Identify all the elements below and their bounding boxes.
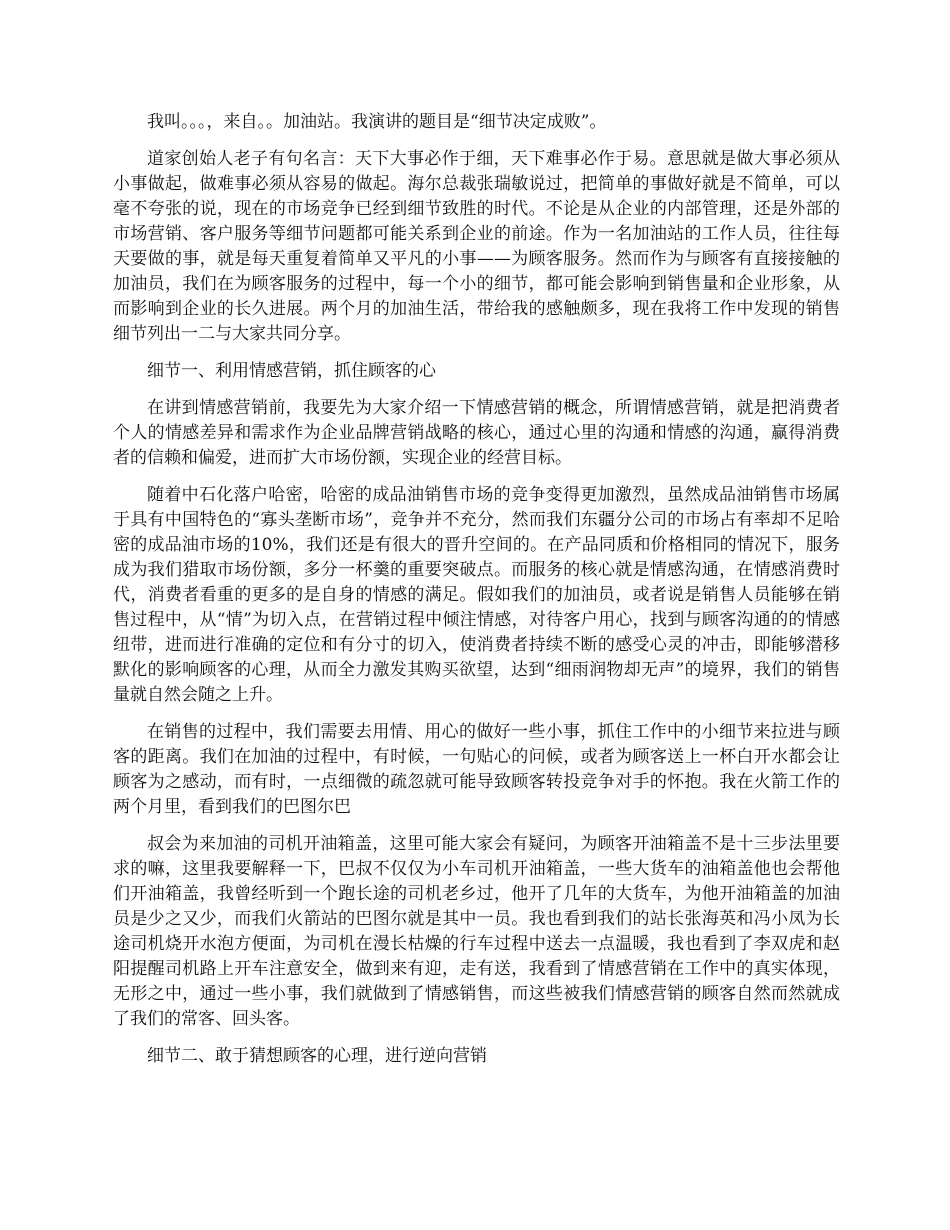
section-heading-detail-two: 细节二、敢于猜想顾客的心理，进行逆向营销 — [147, 1046, 487, 1066]
emotional-marketing-definition-paragraph: 在讲到情感营销前，我要先为大家介绍一下情感营销的概念，所谓情感营销，就是把消费者个人的情感差异和需求作为企业品牌营销战略的核心，通过心里的沟通和情感的沟通，赢得消费者的信赖和偏爱，进而扩大市场份额，实现企业的经营目标。 — [113, 398, 840, 468]
market-competition-paragraph: 随着中石化落户哈密，哈密的成品油销售市场的竞争变得更加激烈，虽然成品油销售市场属于具有中国特色的“寡头垄断市场”，竞争并不充分，然而我们东疆分公司的市场占有率却不足哈密的成品油市场的10%，我们还是有很大的晋升空间的。在产品同质和价格相同的情况下，服务成为我们猎取市场份额，多分一杯羹的重要突破点。而服务的核心就是情感沟通，在情感消费时代，消费者看重的更多的是自身的情感的满足。假如我们的加油员，或者说是销售人员能够在销售过程中，从“情”为切入点，在营销过程中倾注情感，对待客户用心，找到与顾客沟通的的情感纽带，进而进行准确的定位和有分寸的切入，使消费者持续不断的感受心灵的冲击，即能够潜移默化的影响顾客的心理，从而全力激发其购买欲望，达到“细雨润物却无声”的境界，我们的销售量就自然会随之上升。 — [113, 485, 840, 705]
small-things-paragraph: 在销售的过程中，我们需要去用情、用心的做好一些小事，抓住工作中的小细节来拉进与顾客的距离。我们在加油的过程中，有时候，一句贴心的问候，或者为顾客送上一杯白开水都会让顾客为之感动，而有时，一点细微的疏忽就可能导致顾客转投竞争对手的怀抱。我在火箭工作的两个月里，看到我们的巴图尔巴 — [113, 722, 840, 817]
colleague-examples-paragraph: 叔会为来加油的司机开油箱盖，这里可能大家会有疑问，为顾客开油箱盖不是十三步法里要求的嘛，这里我要解释一下，巴叔不仅仅为小车司机开油箱盖，一些大货车的油箱盖他也会帮他们开油箱盖，我曾经听到一个跑长途的司机老乡过，他开了几年的大货车，为他开油箱盖的加油员是少之又少，而我们火箭站的巴图尔就是其中一员。我也看到我们的站长张海英和冯小凤为长途司机烧开水泡方便面，为司机在漫长枯燥的行车过程中送去一点温暖，我也看到了李双虎和赵阳提醒司机路上开车注意安全，做到来有迎，走有送，我看到了情感营销在工作中的真实体现，无形之中，通过一些小事，我们就做到了情感销售，而这些被我们情感营销的顾客自然而然就成了我们的常客、回头客。 — [113, 834, 840, 1029]
laozi-quote-paragraph: 道家创始人老子有句名言：天下大事必作于细，天下难事必作于易。意思就是做大事必须从小事做起，做难事必须从容易的做起。海尔总裁张瑞敏说过，把简单的事做好就是不简单，可以毫不夸张的说，现在的市场竞争已经到细节致胜的时代。不论是从企业的内部管理，还是外部的市场营销、客户服务等细节问题都可能关系到企业的前途。作为一名加油站的工作人员，往往每天要做的事，就是每天重复着简单又平凡的小事——为顾客服务。然而作为与顾客有直接接触的加油员，我们在为顾客服务的过程中，每一个小的细节，都可能会影响到销售量和企业形象，从而影响到企业的长久进展。两个月的加油生活，带给我的感触颇多，现在我将工作中发现的销售细节列出一二与大家共同分享。 — [113, 149, 840, 344]
section-heading-detail-one: 细节一、利用情感营销，抓住顾客的心 — [147, 361, 436, 381]
intro-paragraph: 我叫。。。，来自。。加油站。我演讲的题目是“细节决定成败”。 — [147, 112, 607, 132]
document-page — [113, 110, 840, 1081]
